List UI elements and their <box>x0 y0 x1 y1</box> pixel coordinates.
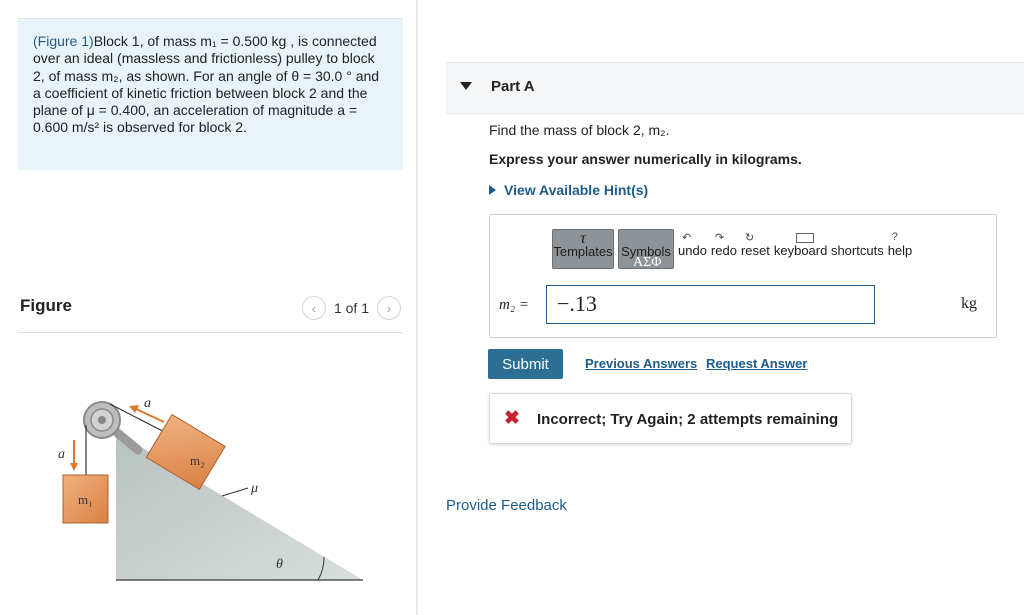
keyboard-shortcuts-button[interactable] <box>774 229 884 258</box>
panel-divider <box>416 0 418 615</box>
unit-label: kg <box>961 295 977 312</box>
templates-glyph: τ <box>580 230 586 247</box>
symbols-label: Symbols <box>621 244 671 259</box>
help-icon: ? <box>891 231 898 243</box>
pager-count: 1 of 1 <box>333 300 369 316</box>
question-text: Find the mass of block 2, m₂. <box>489 122 670 138</box>
a-label-m2: a <box>144 396 151 411</box>
incline-pulley-figure <box>18 380 378 590</box>
figure-link[interactable]: (Figure 1) <box>33 33 94 49</box>
arrow-down-icon <box>70 463 78 471</box>
figure-pager <box>302 296 401 320</box>
theta-label: θ <box>276 557 283 572</box>
redo-button[interactable] <box>711 229 737 258</box>
problem-text: Block 1, of mass m₁ = 0.500 kg , is connected over an ideal (massless and frictionless) pulley to block 2, of mass m₂, as shown. For an angle of θ = 30.0 ° and a coefficient of kinetic friction between block 2 and the plane of μ = 0.400, an acceleration of magnitude a = 0.600 m/s² is observed for block 2. <box>33 33 380 136</box>
reset-label: reset <box>740 243 770 258</box>
figure-title: Figure <box>20 296 72 315</box>
reset-icon: ↻ <box>744 232 755 244</box>
undo-icon: ↶ <box>682 232 692 244</box>
templates-label: Templates <box>553 244 613 259</box>
problem-statement <box>18 18 403 170</box>
redo-label: redo <box>710 243 737 258</box>
chevron-left-icon[interactable]: ‹ <box>302 296 326 320</box>
answer-input[interactable]: −.13 <box>546 285 875 324</box>
math-toolbar <box>552 229 912 273</box>
submit-button[interactable]: Submit <box>488 349 563 379</box>
symbols-greek: AΣΦ <box>633 255 662 270</box>
m1-label: m₁ <box>78 492 93 507</box>
part-title: Part A <box>491 78 535 95</box>
figure-header <box>18 287 403 333</box>
keyboard-label: keyboard shortcuts <box>773 243 884 258</box>
answer-variable-label: m₂ = <box>499 297 529 313</box>
mu-label: μ <box>251 481 259 496</box>
provide-feedback-link[interactable]: Provide Feedback <box>446 497 567 514</box>
undo-label: undo <box>678 243 707 258</box>
expand-triangle-icon <box>489 185 496 195</box>
x-icon: ✖ <box>504 408 520 429</box>
feedback-message-box <box>489 393 852 444</box>
chevron-right-icon[interactable]: › <box>377 296 401 320</box>
request-answer-link[interactable]: Request Answer <box>706 356 808 371</box>
redo-icon: ↷ <box>714 232 725 244</box>
view-hints-link[interactable] <box>489 182 648 198</box>
instructions-text: Express your answer numerically in kilograms. <box>489 151 802 167</box>
left-panel <box>0 0 416 615</box>
templates-button[interactable] <box>552 229 614 269</box>
previous-answers-link[interactable]: Previous Answers <box>585 356 698 371</box>
undo-button[interactable] <box>678 229 707 258</box>
a-label-m1: a <box>58 447 65 462</box>
keyboard-icon <box>796 233 814 243</box>
collapse-triangle-icon[interactable] <box>460 82 472 90</box>
hints-label: View Available Hint(s) <box>504 182 649 198</box>
m2-label: m₂ <box>190 453 205 468</box>
help-label: help <box>887 243 913 258</box>
help-button[interactable] <box>888 229 913 258</box>
symbols-button[interactable] <box>618 229 674 269</box>
feedback-text: Incorrect; Try Again; 2 attempts remaining <box>537 411 839 428</box>
reset-button[interactable] <box>741 229 770 258</box>
part-a-header[interactable] <box>446 62 1024 114</box>
